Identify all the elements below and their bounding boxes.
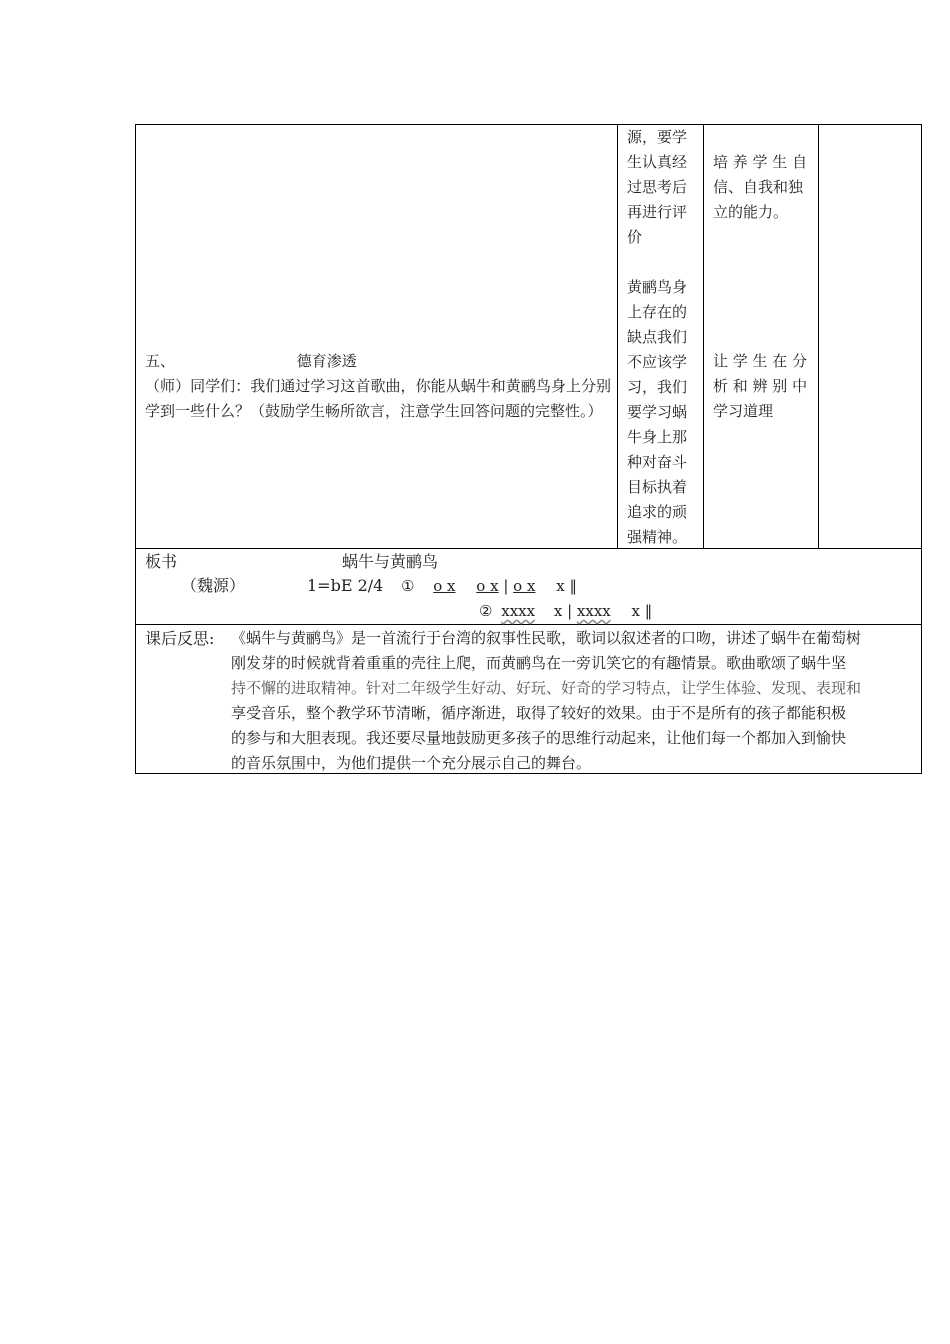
- reflection-label: 课后反思:: [145, 629, 215, 648]
- rhythm-number: ①: [401, 577, 415, 595]
- reflection-line: 享受音乐，整个教学环节清晰，循序渐进，取得了较好的效果。由于不是所有的孩子都能积极: [231, 704, 847, 722]
- reflection-line: 的音乐氛围中，为他们提供一个充分展示自己的舞台。: [231, 754, 592, 772]
- student-line: 习，我们: [627, 378, 688, 396]
- student-line: 不应该学: [627, 353, 688, 371]
- student-line: 种对奋斗: [627, 453, 688, 471]
- student-line: 源，要学: [627, 128, 688, 146]
- intent-line: 让 学 生 在 分: [713, 352, 808, 370]
- rhythm-line-2: [479, 600, 652, 622]
- student-line: 再进行评: [627, 203, 688, 221]
- student-line-blank: [627, 250, 699, 275]
- student-line: 牛身上那: [627, 428, 688, 446]
- student-line: 生认真经: [627, 153, 688, 171]
- board-key: 1=bE 2/4: [307, 576, 384, 595]
- section-title: 德育渗透: [296, 352, 357, 370]
- reflection-line: 的参与和大胆表现。我还要尽量地鼓励更多孩子的思维行动起来，让他们每一个都加入到愉快: [231, 729, 847, 747]
- reflection-line: 《蜗牛与黄鹂鸟》是一首流行于台湾的叙事性民歌，歌词以叙述者的口吻，讲述了蜗牛在葡萄树: [231, 629, 862, 647]
- reflection-line: 刚发芽的时候就背着重重的壳往上爬，而黄鹂鸟在一旁讥笑它的有趣情景。歌曲歌颂了蜗牛坚: [231, 654, 847, 672]
- rhythm-bar: |: [503, 577, 509, 595]
- student-line: 要学习蜗: [627, 403, 688, 421]
- student-line: 黄鹂鸟身: [627, 278, 688, 296]
- rhythm-beat: x |: [553, 602, 573, 620]
- intent-line: 培 养 学 生 自: [713, 153, 808, 171]
- intent-line: 学习道理: [713, 402, 774, 420]
- intent-line: 信、自我和独: [713, 178, 804, 196]
- student-line: 过思考后: [627, 178, 688, 196]
- student-activity-column: [627, 125, 699, 550]
- intent-line: 析 和 辨 别 中: [713, 377, 808, 395]
- intent-line: 立的能力。: [713, 203, 789, 221]
- rhythm-beat: o x: [513, 577, 536, 595]
- student-line: 追求的顽: [627, 503, 688, 521]
- intent-block-2: [713, 349, 813, 424]
- reflection-text: [231, 626, 914, 776]
- rhythm-beat: xxxx: [576, 602, 611, 620]
- student-line: 价: [627, 228, 643, 246]
- rhythm-line-1: [401, 575, 577, 597]
- rhythm-beat: o x: [476, 577, 499, 595]
- section-heading: [145, 349, 357, 374]
- section-number: 五、: [145, 352, 176, 370]
- rhythm-beat: xxxx: [501, 602, 536, 620]
- board-author: （魏源）: [181, 576, 246, 595]
- student-line: 强精神。: [627, 528, 688, 546]
- rhythm-beat: x ‖: [631, 602, 653, 620]
- reflection-line: 持不懈的进取精神。针对二年级学生好动、好玩、好奇的学习特点，让学生体验、发现、表现和: [231, 679, 862, 697]
- intent-block-1: [713, 150, 813, 225]
- col-divider: [703, 124, 704, 548]
- rhythm-number: ②: [479, 602, 493, 620]
- board-label: 板书: [145, 552, 178, 571]
- board-title: 蜗牛与黄鹂鸟: [342, 552, 439, 571]
- rhythm-beat: x ‖: [556, 577, 577, 595]
- row-divider: [135, 624, 922, 625]
- teacher-prompt: （师）同学们：我们通过学习这首歌曲，你能从蜗牛和黄鹂鸟身上分别学到一些什么？（鼓励学生畅所欲言，注意学生回答问题的完整性。）: [145, 377, 611, 420]
- student-line: 目标执着: [627, 478, 688, 496]
- student-line: 上存在的: [627, 303, 688, 321]
- student-line: 缺点我们: [627, 328, 688, 346]
- row-divider: [135, 548, 922, 549]
- col-divider: [617, 124, 618, 548]
- col-divider: [818, 124, 819, 548]
- rhythm-beat: o x: [433, 577, 456, 595]
